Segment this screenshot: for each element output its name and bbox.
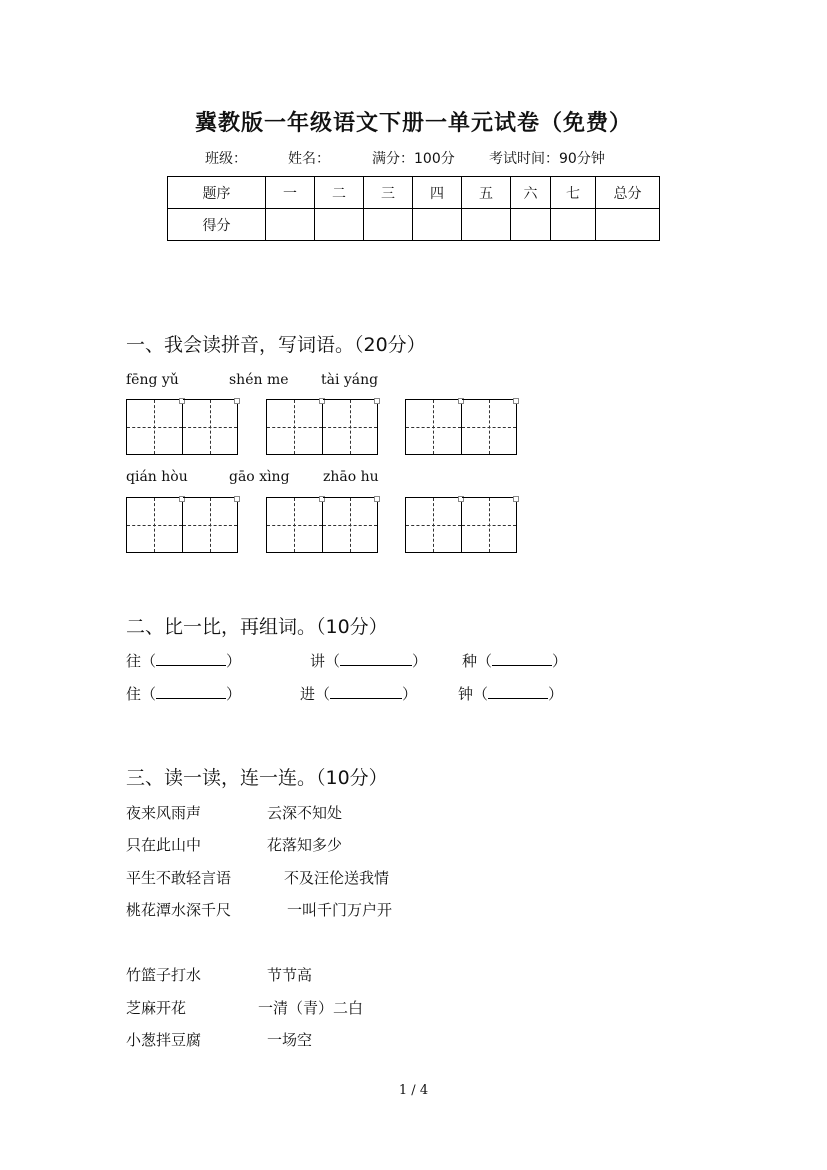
section1-heading: 一、我会读拼音，写词语。（20分）: [126, 334, 426, 356]
score-input-cell[interactable]: [413, 209, 462, 241]
section3-heading: 三、读一读，连一连。（10分）: [126, 767, 388, 789]
score-input-cell[interactable]: [364, 209, 413, 241]
table-cell: 七: [551, 177, 596, 209]
word-item: 钟（ ）: [458, 685, 564, 703]
answer-blank[interactable]: [492, 651, 552, 666]
match-left-item[interactable]: 竹篮子打水: [126, 966, 202, 984]
class-label: 班级：: [205, 151, 247, 167]
section2-heading: 二、比一比，再组词。（10分）: [126, 616, 388, 638]
answer-blank[interactable]: [340, 651, 412, 666]
full-score: 满分：100分: [372, 151, 455, 167]
table-row: [168, 209, 660, 241]
answer-blank[interactable]: [156, 651, 226, 666]
score-table: [167, 176, 660, 241]
writing-grid[interactable]: [405, 497, 517, 553]
word-item: 进（ ）: [300, 685, 418, 703]
pinyin-label: gāo xìng: [229, 469, 290, 485]
table-cell: 总分: [596, 177, 660, 209]
pinyin-label: fēng yǔ: [126, 372, 179, 388]
match-right-item[interactable]: 一清（青）二白: [258, 999, 364, 1017]
match-left-item[interactable]: 夜来风雨声: [126, 804, 202, 822]
match-left-item[interactable]: 桃花潭水深千尺: [126, 901, 232, 919]
table-cell: 一: [266, 177, 315, 209]
word-item: 种（ ）: [462, 652, 568, 670]
writing-grid[interactable]: [266, 497, 378, 553]
word-item: 往（ ）: [126, 652, 242, 670]
table-cell: 二: [315, 177, 364, 209]
word-item: 住（ ）: [126, 685, 242, 703]
writing-grid[interactable]: [126, 497, 238, 553]
score-input-cell[interactable]: [462, 209, 511, 241]
score-input-cell[interactable]: [511, 209, 551, 241]
match-left-item[interactable]: 只在此山中: [126, 836, 202, 854]
match-left-item[interactable]: 平生不敢轻言语: [126, 869, 232, 887]
pinyin-label: zhāo hu: [323, 469, 379, 485]
match-right-item[interactable]: 云深不知处: [267, 804, 343, 822]
score-input-cell[interactable]: [315, 209, 364, 241]
match-right-item[interactable]: 一叫千门万户开: [287, 901, 393, 919]
page-title: 冀教版一年级语文下册一单元试卷（免费）: [194, 110, 632, 136]
match-right-item[interactable]: 一场空: [267, 1031, 313, 1049]
pinyin-label: qián hòu: [126, 469, 188, 485]
name-label: 姓名：: [288, 151, 330, 167]
table-cell: 三: [364, 177, 413, 209]
table-cell: 四: [413, 177, 462, 209]
answer-blank[interactable]: [330, 684, 402, 699]
match-left-item[interactable]: 小葱拌豆腐: [126, 1031, 202, 1049]
score-input-cell[interactable]: [596, 209, 660, 241]
table-cell: 六: [511, 177, 551, 209]
writing-grid[interactable]: [266, 399, 378, 455]
score-input-cell[interactable]: [266, 209, 315, 241]
answer-blank[interactable]: [156, 684, 226, 699]
writing-grid[interactable]: [126, 399, 238, 455]
table-row: [168, 177, 660, 209]
score-input-cell[interactable]: [551, 209, 596, 241]
match-right-item[interactable]: 不及汪伦送我情: [284, 869, 390, 887]
exam-time: 考试时间：90分钟: [489, 151, 605, 167]
table-cell: 五: [462, 177, 511, 209]
writing-grid[interactable]: [405, 399, 517, 455]
match-left-item[interactable]: 芝麻开花: [126, 999, 187, 1017]
table-cell: 得分: [168, 209, 266, 241]
page-number: 1 / 4: [398, 1083, 429, 1098]
match-right-item[interactable]: 节节高: [267, 966, 313, 984]
pinyin-label: tài yáng: [321, 372, 379, 388]
word-item: 讲（ ）: [310, 652, 428, 670]
answer-blank[interactable]: [488, 684, 548, 699]
pinyin-label: shén me: [229, 372, 289, 388]
match-right-item[interactable]: 花落知多少: [267, 836, 343, 854]
table-cell: 题序: [168, 177, 266, 209]
